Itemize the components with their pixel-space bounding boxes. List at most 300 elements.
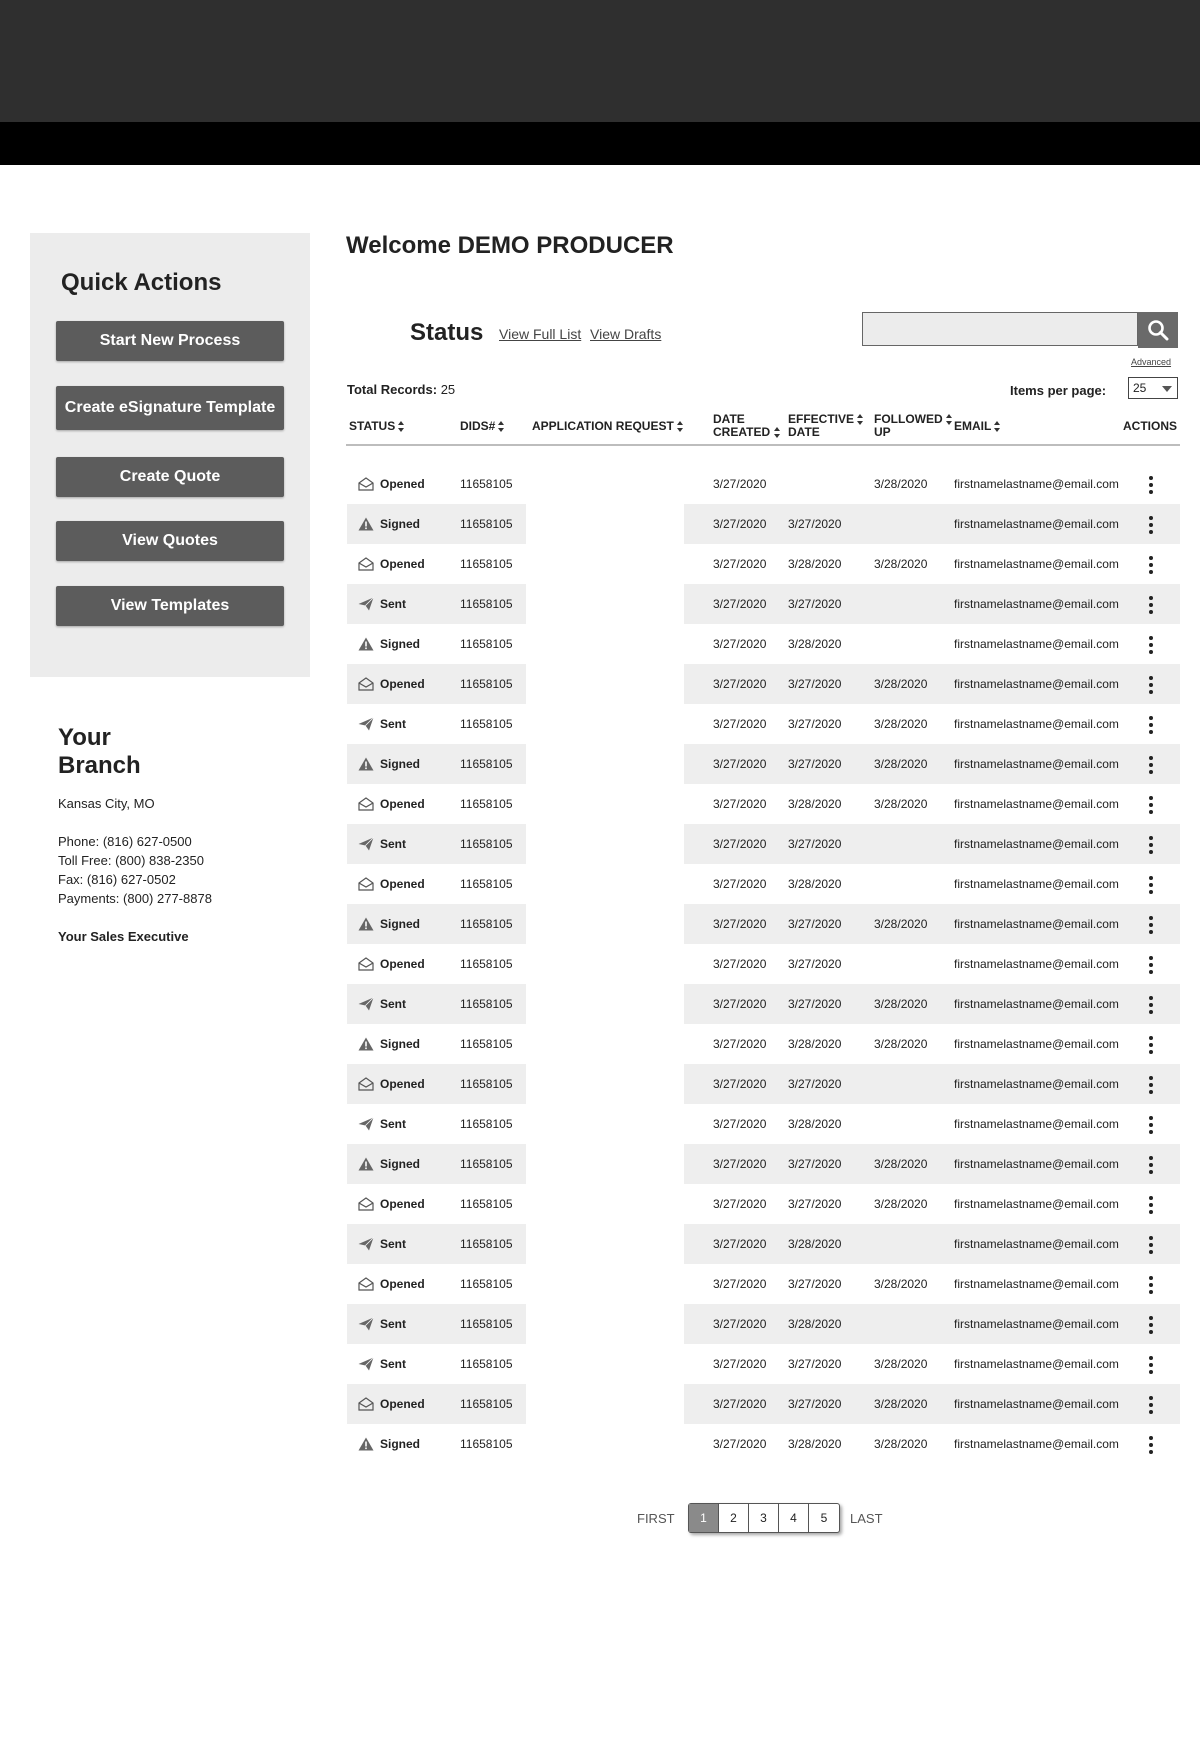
effective-date-cell: 3/27/2020 [788, 757, 842, 771]
dids-cell: 11658105 [460, 1037, 513, 1051]
email-cell: firstnamelastname@email.com [954, 517, 1119, 531]
row-actions-menu-icon[interactable] [1148, 716, 1154, 734]
table-row[interactable] [0, 464, 1200, 504]
email-cell: firstnamelastname@email.com [954, 557, 1119, 571]
effective-date-cell: 3/28/2020 [788, 877, 842, 891]
effective-date-cell: 3/28/2020 [788, 1037, 842, 1051]
col-header-app-request-label: APPLICATION REQUEST [532, 419, 674, 433]
col-header-application-request[interactable] [532, 420, 684, 433]
date-created-cell: 3/27/2020 [713, 917, 767, 931]
paper-plane-icon [358, 997, 374, 1011]
create-esignature-template-button[interactable]: Create eSignature Template [56, 386, 284, 430]
status-cell [358, 864, 425, 904]
paper-plane-icon [358, 1117, 374, 1131]
table-row[interactable] [0, 744, 1200, 784]
followed-up-cell: 3/28/2020 [874, 677, 928, 691]
status-label: Sent [380, 1317, 407, 1331]
sort-icon [677, 421, 684, 433]
row-actions-menu-icon[interactable] [1148, 1436, 1154, 1454]
pagination-pages [688, 1503, 840, 1533]
branch-phone: Phone: (816) 627-0500 [58, 834, 192, 849]
email-cell: firstnamelastname@email.com [954, 677, 1119, 691]
row-actions-menu-icon[interactable] [1148, 1156, 1154, 1174]
branch-fax: Fax: (816) 627-0502 [58, 872, 176, 887]
effective-date-cell: 3/27/2020 [788, 1277, 842, 1291]
sort-icon [774, 427, 781, 439]
paper-plane-icon [358, 597, 374, 611]
dids-cell: 11658105 [460, 957, 513, 971]
start-new-process-button[interactable]: Start New Process [56, 321, 284, 361]
status-label: Signed [380, 517, 421, 531]
status-cell [358, 944, 425, 984]
envelope-open-icon [358, 477, 374, 491]
view-drafts-link[interactable]: View Drafts [590, 326, 662, 342]
status-label: Opened [380, 797, 425, 811]
dids-cell: 11658105 [460, 997, 513, 1011]
sort-icon [946, 414, 953, 426]
paper-plane-icon [358, 1357, 374, 1371]
email-cell: firstnamelastname@email.com [954, 1357, 1119, 1371]
row-actions-menu-icon[interactable] [1148, 1196, 1154, 1214]
total-records-label: Total Records: [347, 382, 438, 397]
date-created-cell: 3/27/2020 [713, 477, 767, 491]
status-cell [358, 1224, 406, 1264]
row-actions-menu-icon[interactable] [1148, 476, 1154, 494]
total-records-value: 25 [440, 382, 456, 397]
effective-date-cell: 3/27/2020 [788, 837, 842, 851]
branch-title: Your Branch [58, 724, 141, 779]
table-row[interactable] [0, 1224, 1200, 1264]
status-cell [358, 624, 420, 664]
effective-date-cell: 3/27/2020 [788, 1197, 842, 1211]
col-header-status-label: STATUS [349, 419, 396, 433]
status-label: Opened [380, 1077, 425, 1091]
effective-date-cell: 3/27/2020 [788, 957, 842, 971]
followed-up-cell: 3/28/2020 [874, 557, 928, 571]
row-actions-menu-icon[interactable] [1148, 796, 1154, 814]
status-label: Sent [380, 597, 407, 611]
followed-up-cell: 3/28/2020 [874, 1157, 928, 1171]
envelope-open-icon [358, 557, 374, 571]
status-cell [358, 704, 406, 744]
email-cell: firstnamelastname@email.com [954, 877, 1119, 891]
effective-date-cell: 3/27/2020 [788, 717, 842, 731]
paper-plane-icon [358, 717, 374, 731]
status-label: Opened [380, 877, 425, 891]
row-actions-menu-icon[interactable] [1148, 836, 1154, 854]
table-row[interactable] [0, 1424, 1200, 1464]
status-cell [358, 1424, 420, 1464]
date-created-cell: 3/27/2020 [713, 757, 767, 771]
row-actions-menu-icon[interactable] [1148, 636, 1154, 654]
date-created-cell: 3/27/2020 [713, 1357, 767, 1371]
col-header-status[interactable] [349, 420, 405, 433]
view-full-list-link[interactable]: View Full List [499, 326, 582, 342]
email-cell: firstnamelastname@email.com [954, 837, 1119, 851]
email-cell: firstnamelastname@email.com [954, 1077, 1119, 1091]
col-header-date-created-line2: CREATED [713, 425, 771, 439]
status-cell [358, 664, 425, 704]
status-label: Opened [380, 557, 425, 571]
email-cell: firstnamelastname@email.com [954, 1437, 1119, 1451]
row-actions-menu-icon[interactable] [1148, 1076, 1154, 1094]
page-button-1[interactable]: 1 [689, 1504, 719, 1532]
status-cell [358, 1024, 420, 1064]
dids-cell: 11658105 [460, 637, 513, 651]
table-row[interactable] [0, 1344, 1200, 1384]
advanced-search-link[interactable]: Advanced [1131, 357, 1172, 367]
status-label: Sent [380, 717, 407, 731]
status-label: Signed [380, 1157, 421, 1171]
status-cell [358, 544, 425, 584]
row-actions-menu-icon[interactable] [1148, 1316, 1154, 1334]
col-header-effective-date[interactable] [788, 413, 864, 439]
date-created-cell: 3/27/2020 [713, 997, 767, 1011]
dids-cell: 11658105 [460, 837, 513, 851]
envelope-open-icon [358, 797, 374, 811]
date-created-cell: 3/27/2020 [713, 1237, 767, 1251]
date-created-cell: 3/27/2020 [713, 517, 767, 531]
dids-cell: 11658105 [460, 677, 513, 691]
table-row[interactable] [0, 944, 1200, 984]
status-cell [358, 1264, 425, 1304]
items-per-page-select[interactable] [1128, 377, 1178, 399]
status-cell [358, 584, 406, 624]
paper-plane-icon [358, 837, 374, 851]
date-created-cell: 3/27/2020 [713, 1397, 767, 1411]
status-label: Signed [380, 757, 421, 771]
followed-up-cell: 3/28/2020 [874, 717, 928, 731]
page-button-5[interactable]: 5 [820, 1511, 828, 1525]
email-cell: firstnamelastname@email.com [954, 1117, 1119, 1131]
pagination-first[interactable]: FIRST [637, 1511, 675, 1526]
effective-date-cell: 3/27/2020 [788, 597, 842, 611]
table-row[interactable] [0, 504, 1200, 544]
email-cell: firstnamelastname@email.com [954, 477, 1119, 491]
row-actions-menu-icon[interactable] [1148, 996, 1154, 1014]
followed-up-cell: 3/28/2020 [874, 1197, 928, 1211]
col-header-date-created[interactable] [713, 413, 781, 439]
followed-up-cell: 3/28/2020 [874, 797, 928, 811]
effective-date-cell: 3/28/2020 [788, 797, 842, 811]
date-created-cell: 3/27/2020 [713, 557, 767, 571]
status-cell [358, 1184, 425, 1224]
table-row[interactable] [0, 1024, 1200, 1064]
email-cell: firstnamelastname@email.com [954, 1397, 1119, 1411]
followed-up-cell: 3/28/2020 [874, 477, 928, 491]
items-per-page-value: 25 [1133, 381, 1147, 395]
email-cell: firstnamelastname@email.com [954, 757, 1119, 771]
envelope-open-icon [358, 1077, 374, 1091]
search-button[interactable] [1138, 312, 1178, 348]
row-actions-menu-icon[interactable] [1148, 1356, 1154, 1374]
effective-date-cell: 3/28/2020 [788, 1317, 842, 1331]
date-created-cell: 3/27/2020 [713, 877, 767, 891]
date-created-cell: 3/27/2020 [713, 797, 767, 811]
row-actions-menu-icon[interactable] [1148, 516, 1154, 534]
warning-icon [358, 517, 374, 531]
status-cell [358, 1104, 406, 1144]
row-actions-menu-icon[interactable] [1148, 1396, 1154, 1414]
dids-cell: 11658105 [460, 717, 513, 731]
row-actions-menu-icon[interactable] [1148, 676, 1154, 694]
sales-executive-label: Your Sales Executive [58, 929, 189, 944]
top-header-bar [0, 0, 1200, 122]
date-created-cell: 3/27/2020 [713, 717, 767, 731]
followed-up-cell: 3/28/2020 [874, 917, 928, 931]
status-cell [358, 504, 420, 544]
sort-icon [498, 421, 505, 433]
chevron-down-icon [1162, 386, 1172, 392]
date-created-cell: 3/27/2020 [713, 1077, 767, 1091]
effective-date-cell: 3/28/2020 [788, 1437, 842, 1451]
dids-cell: 11658105 [460, 797, 513, 811]
page-button-2[interactable]: 2 [719, 1504, 749, 1532]
envelope-open-icon [358, 877, 374, 891]
email-cell: firstnamelastname@email.com [954, 917, 1119, 931]
followed-up-cell: 3/28/2020 [874, 1397, 928, 1411]
email-cell: firstnamelastname@email.com [954, 717, 1119, 731]
warning-icon [358, 1437, 374, 1451]
email-cell: firstnamelastname@email.com [954, 1157, 1119, 1171]
col-header-effective-line2: DATE [788, 425, 820, 439]
status-label: Sent [380, 837, 407, 851]
row-actions-menu-icon[interactable] [1148, 956, 1154, 974]
table-row[interactable] [0, 624, 1200, 664]
status-label: Opened [380, 957, 425, 971]
date-created-cell: 3/27/2020 [713, 597, 767, 611]
quick-actions-title: Quick Actions [61, 269, 222, 296]
envelope-open-icon [358, 677, 374, 691]
dids-cell: 11658105 [460, 1077, 513, 1091]
sort-icon [994, 421, 1001, 433]
status-label: Sent [380, 997, 407, 1011]
dids-cell: 11658105 [460, 757, 513, 771]
row-actions-menu-icon[interactable] [1148, 556, 1154, 574]
dids-cell: 11658105 [460, 597, 513, 611]
dids-cell: 11658105 [460, 1237, 513, 1251]
sort-icon [398, 421, 405, 433]
dids-cell: 11658105 [460, 1397, 513, 1411]
table-row[interactable] [0, 584, 1200, 624]
dids-cell: 11658105 [460, 1157, 513, 1171]
create-quote-button[interactable]: Create Quote [56, 457, 284, 497]
pagination-last[interactable]: LAST [850, 1511, 883, 1526]
followed-up-cell: 3/28/2020 [874, 997, 928, 1011]
table-row[interactable] [0, 1104, 1200, 1144]
table-row[interactable] [0, 1304, 1200, 1344]
dids-cell: 11658105 [460, 877, 513, 891]
email-cell: firstnamelastname@email.com [954, 1037, 1119, 1051]
table-row[interactable] [0, 1384, 1200, 1424]
status-title: Status [410, 319, 484, 346]
table-row[interactable] [0, 984, 1200, 1024]
warning-icon [358, 917, 374, 931]
table-row[interactable] [0, 1264, 1200, 1304]
status-cell [358, 1344, 406, 1384]
items-per-page-label: Items per page: [1010, 383, 1107, 398]
email-cell: firstnamelastname@email.com [954, 1277, 1119, 1291]
email-cell: firstnamelastname@email.com [954, 1317, 1119, 1331]
row-actions-menu-icon[interactable] [1148, 1036, 1154, 1054]
col-header-date-created-line1: DATE [713, 412, 745, 426]
row-actions-menu-icon[interactable] [1148, 1116, 1154, 1134]
envelope-open-icon [358, 1277, 374, 1291]
dids-cell: 11658105 [460, 517, 513, 531]
effective-date-cell: 3/28/2020 [788, 637, 842, 651]
status-label: Signed [380, 1437, 421, 1451]
effective-date-cell: 3/27/2020 [788, 997, 842, 1011]
date-created-cell: 3/27/2020 [713, 677, 767, 691]
status-cell [358, 824, 406, 864]
email-cell: firstnamelastname@email.com [954, 637, 1119, 651]
effective-date-cell: 3/27/2020 [788, 917, 842, 931]
email-cell: firstnamelastname@email.com [954, 1237, 1119, 1251]
date-created-cell: 3/27/2020 [713, 1277, 767, 1291]
view-templates-button[interactable]: View Templates [56, 586, 284, 626]
date-created-cell: 3/27/2020 [713, 637, 767, 651]
effective-date-cell: 3/27/2020 [788, 517, 842, 531]
followed-up-cell: 3/28/2020 [874, 1357, 928, 1371]
email-cell: firstnamelastname@email.com [954, 997, 1119, 1011]
col-header-dids[interactable] [460, 420, 505, 433]
warning-icon [358, 637, 374, 651]
date-created-cell: 3/27/2020 [713, 1437, 767, 1451]
dids-cell: 11658105 [460, 1357, 513, 1371]
status-label: Signed [380, 637, 421, 651]
status-label: Opened [380, 1277, 425, 1291]
warning-icon [358, 1157, 374, 1171]
email-cell: firstnamelastname@email.com [954, 957, 1119, 971]
envelope-open-icon [358, 1197, 374, 1211]
warning-icon [358, 757, 374, 771]
status-label: Opened [380, 477, 425, 491]
dids-cell: 11658105 [460, 477, 513, 491]
dids-cell: 11658105 [460, 1277, 513, 1291]
email-cell: firstnamelastname@email.com [954, 797, 1119, 811]
status-cell [358, 904, 420, 944]
status-label: Opened [380, 1197, 425, 1211]
status-cell [358, 744, 420, 784]
date-created-cell: 3/27/2020 [713, 837, 767, 851]
status-cell [358, 984, 406, 1024]
dids-cell: 11658105 [460, 917, 513, 931]
dids-cell: 11658105 [460, 1317, 513, 1331]
col-header-email[interactable] [954, 420, 1001, 433]
status-cell [358, 1144, 420, 1184]
table-row[interactable] [0, 824, 1200, 864]
search-input[interactable] [862, 312, 1138, 346]
col-header-dids-label: DIDS# [460, 419, 496, 433]
table-row[interactable] [0, 864, 1200, 904]
branch-toll-free: Toll Free: (800) 838-2350 [58, 853, 204, 868]
effective-date-cell: 3/28/2020 [788, 1237, 842, 1251]
welcome-heading: Welcome DEMO PRODUCER [346, 232, 674, 259]
nav-bar [0, 122, 1200, 165]
col-header-followed-line2: UP [874, 425, 891, 439]
status-label: Opened [380, 677, 425, 691]
row-actions-menu-icon[interactable] [1148, 1276, 1154, 1294]
status-label: Signed [380, 1037, 421, 1051]
col-header-email-label: EMAIL [954, 419, 992, 433]
envelope-open-icon [358, 957, 374, 971]
row-actions-menu-icon[interactable] [1148, 916, 1154, 934]
table-row[interactable] [0, 664, 1200, 704]
table-row[interactable] [0, 784, 1200, 824]
search-icon [1147, 319, 1169, 341]
effective-date-cell: 3/28/2020 [788, 1117, 842, 1131]
followed-up-cell: 3/28/2020 [874, 757, 928, 771]
col-header-actions: ACTIONS [1123, 419, 1177, 433]
row-actions-menu-icon[interactable] [1148, 876, 1154, 894]
status-cell [358, 1384, 425, 1424]
effective-date-cell: 3/27/2020 [788, 1157, 842, 1171]
date-created-cell: 3/27/2020 [713, 1197, 767, 1211]
date-created-cell: 3/27/2020 [713, 1037, 767, 1051]
status-label: Sent [380, 1357, 407, 1371]
branch-payments: Payments: (800) 277-8878 [58, 891, 212, 906]
warning-icon [358, 1037, 374, 1051]
status-cell [358, 1304, 406, 1344]
dids-cell: 11658105 [460, 1197, 513, 1211]
col-header-followed-line1: FOLLOWED [874, 412, 943, 426]
envelope-open-icon [358, 1397, 374, 1411]
row-actions-menu-icon[interactable] [1148, 1236, 1154, 1254]
table-row[interactable] [0, 1144, 1200, 1184]
page-button-3[interactable]: 3 [749, 1504, 779, 1532]
followed-up-cell: 3/28/2020 [874, 1037, 928, 1051]
paper-plane-icon [358, 1237, 374, 1251]
followed-up-cell: 3/28/2020 [874, 1277, 928, 1291]
dids-cell: 11658105 [460, 1437, 513, 1451]
status-label: Signed [380, 917, 421, 931]
effective-date-cell: 3/27/2020 [788, 1077, 842, 1091]
table-row[interactable] [0, 704, 1200, 744]
date-created-cell: 3/27/2020 [713, 1117, 767, 1131]
col-header-followed-up[interactable] [874, 413, 953, 439]
followed-up-cell: 3/28/2020 [874, 1437, 928, 1451]
effective-date-cell: 3/27/2020 [788, 677, 842, 691]
date-created-cell: 3/27/2020 [713, 1157, 767, 1171]
effective-date-cell: 3/27/2020 [788, 1397, 842, 1411]
status-cell [358, 784, 425, 824]
paper-plane-icon [358, 1317, 374, 1331]
date-created-cell: 3/27/2020 [713, 1317, 767, 1331]
effective-date-cell: 3/28/2020 [788, 557, 842, 571]
email-cell: firstnamelastname@email.com [954, 597, 1119, 611]
total-records [347, 382, 455, 397]
status-label: Sent [380, 1117, 407, 1131]
dids-cell: 11658105 [460, 1117, 513, 1131]
table-row[interactable] [0, 1064, 1200, 1104]
table-row[interactable] [0, 1184, 1200, 1224]
date-created-cell: 3/27/2020 [713, 957, 767, 971]
status-cell [358, 464, 425, 504]
col-header-effective-line1: EFFECTIVE [788, 412, 855, 426]
branch-city: Kansas City, MO [58, 796, 155, 811]
view-quotes-button[interactable]: View Quotes [56, 521, 284, 561]
email-cell: firstnamelastname@email.com [954, 1197, 1119, 1211]
row-actions-menu-icon[interactable] [1148, 596, 1154, 614]
header-divider [346, 444, 1180, 446]
table-row[interactable] [0, 544, 1200, 584]
page-button-4[interactable]: 4 [779, 1504, 809, 1532]
row-actions-menu-icon[interactable] [1148, 756, 1154, 774]
status-label: Sent [380, 1237, 407, 1251]
status-label: Opened [380, 1397, 425, 1411]
table-row[interactable] [0, 904, 1200, 944]
effective-date-cell: 3/27/2020 [788, 1357, 842, 1371]
